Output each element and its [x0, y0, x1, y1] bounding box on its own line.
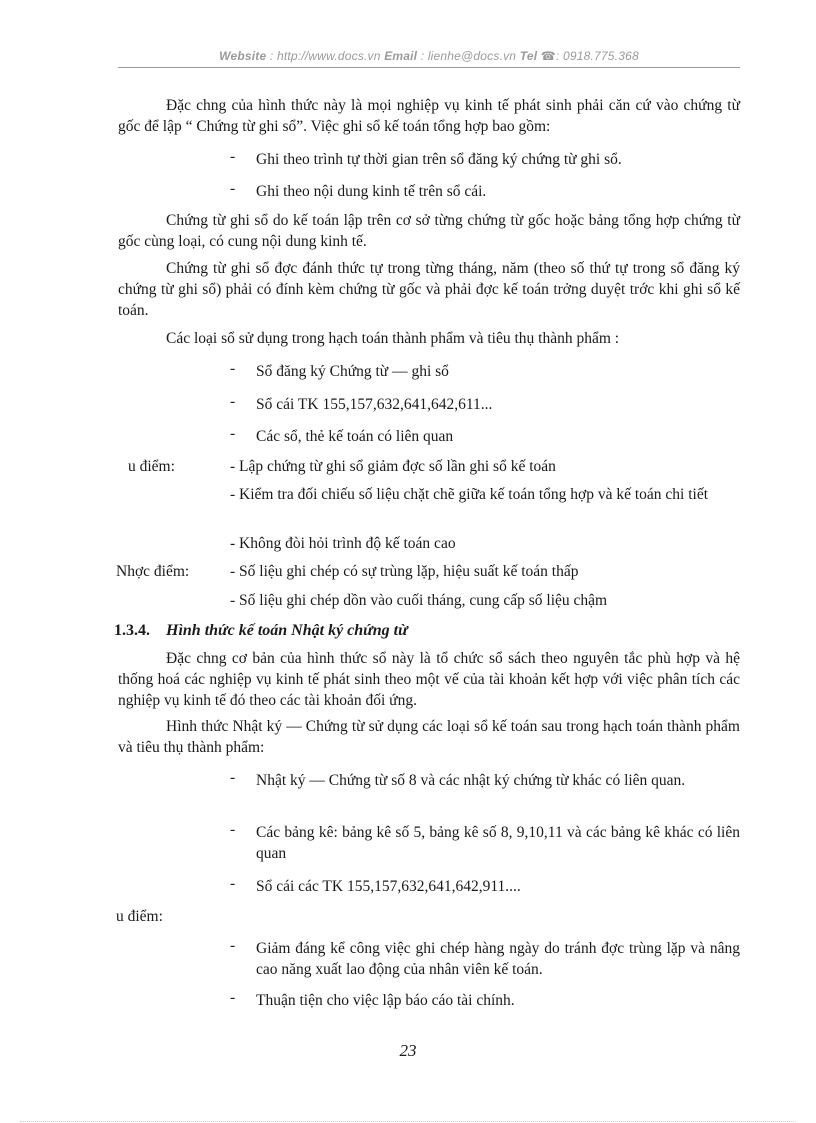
list-item [230, 938, 740, 980]
dash-marker: - [230, 393, 236, 410]
website-url[interactable]: : http://www.docs.vn [269, 49, 381, 63]
dash-marker: - [230, 875, 236, 892]
list-item-text: Các bảng kê: bảng kê số 5, bảng kê số 8, 9,10,11 và các bảng kê khác có liên quan [256, 824, 740, 862]
section-number: 1.3.4. [114, 622, 150, 639]
list-item [230, 876, 740, 897]
dash-marker: - [230, 769, 236, 786]
list-item-text: Thuận tiện cho việc lập báo cáo tài chính. [256, 992, 515, 1009]
dash-marker: - [230, 180, 236, 197]
uu-diem-label: u điểm: [128, 458, 175, 475]
dash-marker: - [230, 821, 236, 838]
uu-diem-label: u điểm: [116, 908, 163, 925]
list-item-text: Sổ cái các TK 155,157,632,641,642,911.... [256, 878, 521, 895]
page-header [118, 49, 740, 63]
list-item [230, 394, 740, 415]
section-title: Hình thức kế toán Nhật ký chứng từ [166, 622, 408, 639]
tel-label: Tel [519, 49, 538, 63]
paragraph-2: Chứng từ ghi sổ do kế toán lập trên cơ sở từng chứng từ gốc hoặc bảng tổng hợp chứng từ gốc cùng loại, có cung nội dung kinh tế. [118, 212, 740, 250]
list-item [230, 822, 740, 864]
list-item [230, 770, 740, 791]
paragraph-4: Các loại sổ sử dụng trong hạch toán thành phẩm và tiêu thụ thành phẩm : [166, 330, 620, 347]
uu-diem-item: - Không đòi hỏi trình độ kế toán cao [230, 535, 456, 552]
list-item-text: Giảm đáng kể công việc ghi chép hàng ngày do tránh đợc trùng lặp và nâng cao năng xuất lao động của nhân viên kế toán. [256, 940, 740, 978]
nhuoc-diem-item: - Số liệu ghi chép dồn vào cuối tháng, cung cấp số liệu chậm [230, 592, 608, 609]
paragraph-3: Chứng từ ghi sổ đợc đánh thức tự trong từng tháng, năm (theo số thứ tự trong sổ đăng ký chứng từ ghi sổ) phải có đính kèm chứng từ gốc và phải đợc kế toán trởng duyệt trớc khi ghi sổ kế toán. [118, 260, 740, 319]
nhuoc-diem-item: - Số liệu ghi chép có sự trùng lặp, hiệu suất kế toán thấp [230, 563, 579, 580]
dash-marker: - [230, 360, 236, 377]
email-address[interactable]: : lienhe@docs.vn [420, 49, 517, 63]
uu-diem-item: - Kiểm tra đối chiếu số liệu chặt chẽ giữa kế toán tổng hợp và kế toán chi tiết [230, 486, 709, 503]
paragraph-6: Hình thức Nhật ký — Chứng từ sử dụng các loại sổ kế toán sau trong hạch toán thành phẩm và tiêu thụ thành phẩm: [118, 718, 740, 756]
website-label: Website [219, 49, 267, 63]
list-item-text: Nhật ký — Chứng từ số 8 và các nhật ký chứng từ khác có liên quan. [256, 772, 686, 789]
paragraph-1: Đặc chng của hình thức này là mọi nghiệp vụ kinh tế phát sinh phải căn cứ vào chứng từ gốc để lập “ Chứng từ ghi sổ”. Việc ghi sổ kế toán tổng hợp bao gồm: [118, 97, 740, 135]
list-item [230, 361, 740, 382]
list-item [230, 149, 740, 170]
dash-marker: - [230, 937, 236, 954]
tel-number: : 0918.775.368 [555, 49, 639, 63]
list-item-text: Ghi theo trình tự thời gian trên sổ đăng ký chứng từ ghi sổ. [256, 151, 622, 168]
dash-marker: - [230, 148, 236, 165]
list-item-text: Các sổ, thẻ kế toán có liên quan [256, 428, 454, 445]
dash-marker: - [230, 425, 236, 442]
list-item-text: Sổ cái TK 155,157,632,641,642,611... [256, 396, 493, 413]
phone-icon: ☎ [540, 49, 556, 63]
section-heading [114, 620, 408, 641]
header-divider [118, 67, 740, 68]
page-number: 23 [399, 1041, 417, 1060]
list-item [230, 181, 740, 202]
list-item [230, 990, 740, 1011]
list-item-text: Sổ đăng ký Chứng từ — ghi sổ [256, 363, 449, 380]
list-item-text: Ghi theo nội dung kinh tế trên sổ cái. [256, 183, 487, 200]
uu-diem-item: - Lập chứng từ ghi sổ giảm đợc số lần ghi sổ kế toán [230, 458, 556, 475]
list-item [230, 426, 740, 447]
email-label: Email [384, 49, 418, 63]
nhuoc-diem-label: Nhợc điểm: [116, 563, 190, 580]
dash-marker: - [230, 989, 236, 1006]
footer-divider [20, 1121, 796, 1122]
paragraph-5: Đặc chng cơ bản của hình thức sổ này là tổ chức sổ sách theo nguyên tắc phù hợp và hệ thống hoá các nghiệp vụ kinh tế phát sinh theo một vế của tài khoản kết hợp với việc phân tích các nghiệp vụ kinh tế đó theo các tài khoản đối ứng. [118, 650, 740, 709]
